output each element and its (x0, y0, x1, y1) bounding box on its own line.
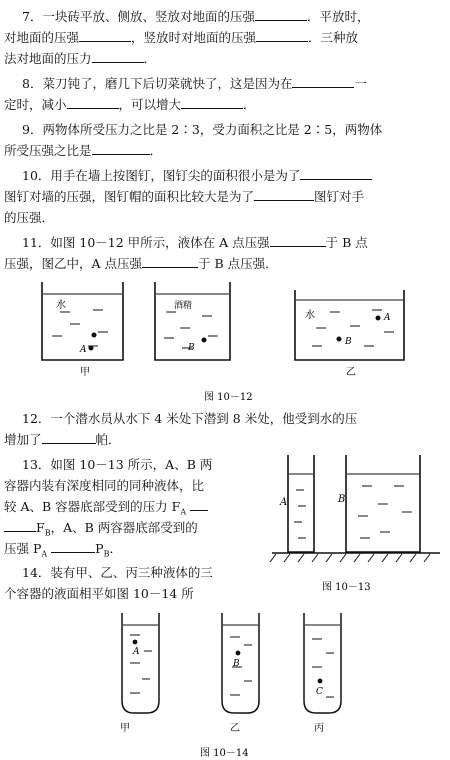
q13-line2: 容器内装有深度相同的同种液体，比 (4, 478, 205, 493)
point-a-dot (133, 640, 138, 645)
tube-yi (222, 613, 259, 713)
q12-line1: 12．一个潜水员从水下 4 米处下潜到 8 米处，他受到水的压 (22, 411, 358, 426)
label-water: 水 (305, 310, 315, 321)
label-point-c: C (316, 687, 323, 697)
q12-line2: 增加了 帕． (4, 432, 121, 447)
label-alcohol: 酒精 (174, 301, 193, 311)
label-point-a: A (80, 345, 87, 355)
q7-line3: 法对地面的压力 ． (4, 51, 157, 66)
figure-caption: 图 10－14 (200, 748, 249, 759)
label-jia: 甲 (80, 367, 90, 378)
point-a-dot (376, 316, 381, 321)
answer-blank[interactable] (142, 255, 198, 268)
container-b (346, 455, 420, 552)
q11-line2: 压强，图乙中，A 点压强 于 B 点压强． (4, 256, 278, 271)
answer-blank[interactable] (292, 75, 354, 88)
q14-line2: 个容器的液面相平如图 10－14 所 (4, 586, 194, 601)
label-yi: 乙 (230, 723, 240, 734)
answer-blank[interactable] (181, 96, 243, 109)
label-point-a: A (133, 647, 140, 657)
figure-caption: 图 10－13 (322, 582, 371, 593)
tube-bing (304, 613, 341, 713)
q8-line2: 定时，减小 ，可以增大 ． (4, 97, 256, 112)
q8-line1: 8．菜刀钝了，磨几下后切菜就快了，这是因为在 一 (22, 76, 367, 91)
answer-blank[interactable] (255, 8, 307, 21)
point-b-dot (89, 346, 94, 351)
q9-line2: 所受压强之比是 ． (4, 143, 163, 158)
figure-10-12 (0, 272, 450, 407)
label-yi: 乙 (346, 367, 356, 378)
point-c-dot (318, 679, 323, 684)
answer-blank[interactable] (300, 167, 372, 180)
q14-line1: 14．装有甲、乙、丙三种液体的三 (22, 565, 213, 580)
q13-line1: 13．如图 10－13 所示，A、B 两 (22, 457, 213, 472)
point-b-dot (337, 337, 342, 342)
q13-line5: 压强 $P_A$ $P_B$． (4, 541, 122, 559)
answer-blank[interactable] (92, 142, 150, 155)
q10-line2: 图钉对墙的压强，图钉帽的面积比较大是为了 图钉对手 (4, 189, 365, 204)
container-yi (295, 290, 404, 360)
tube-jia (122, 613, 159, 713)
label-container-b: B (338, 494, 346, 505)
answer-blank[interactable] (79, 29, 131, 42)
label-bing: 丙 (314, 723, 324, 734)
label-container-a: A (280, 497, 288, 508)
q11-line1: 11．如图 10－12 甲所示，液体在 A 点压强 于 B 点 (22, 235, 368, 250)
ground (270, 553, 440, 562)
figure-10-13 (262, 450, 450, 600)
q10-line1: 10．用手在墙上按图钉，图钉尖的面积很小是为了 (0, 167, 450, 185)
answer-blank[interactable] (92, 50, 144, 63)
answer-blank[interactable] (67, 96, 119, 109)
q13-line3: 较 A、B 容器底部受到的压力 $F_A$ (0, 498, 264, 522)
answer-blank[interactable] (190, 498, 208, 511)
q7-line1: 7．一块砖平放、侧放、竖放对地面的压强 ．平放时， (22, 9, 370, 24)
label-jia: 甲 (120, 723, 130, 734)
answer-blank[interactable] (42, 431, 96, 444)
label-point-b: B (188, 343, 195, 353)
q10-line3: 的压强． (4, 210, 55, 225)
point-b-dot (202, 338, 207, 343)
label-point-b: B (345, 337, 352, 347)
figure-caption: 图 10－12 (204, 392, 253, 403)
label-point-b: B (233, 659, 240, 669)
label-point-a: A (384, 313, 391, 323)
answer-blank[interactable] (256, 29, 308, 42)
q9-line1: 9．两物体所受压力之比是 2∶3，受力面积之比是 2∶5，两物体 (22, 122, 383, 137)
answer-blank[interactable] (254, 188, 314, 201)
q7-line2: 对地面的压强 ，竖放时对地面的压强 ．三种放 (4, 30, 359, 45)
container-a (288, 455, 314, 552)
point-a-dot (92, 333, 97, 338)
answer-blank[interactable] (270, 234, 326, 247)
point-b-dot (236, 651, 241, 656)
answer-blank[interactable] (51, 540, 95, 553)
figure-10-14 (0, 605, 450, 760)
q13-line4: $F_B$，A、B 两容器底部受到的 (0, 519, 264, 543)
answer-blank[interactable] (4, 519, 36, 532)
label-water: 水 (56, 300, 66, 311)
